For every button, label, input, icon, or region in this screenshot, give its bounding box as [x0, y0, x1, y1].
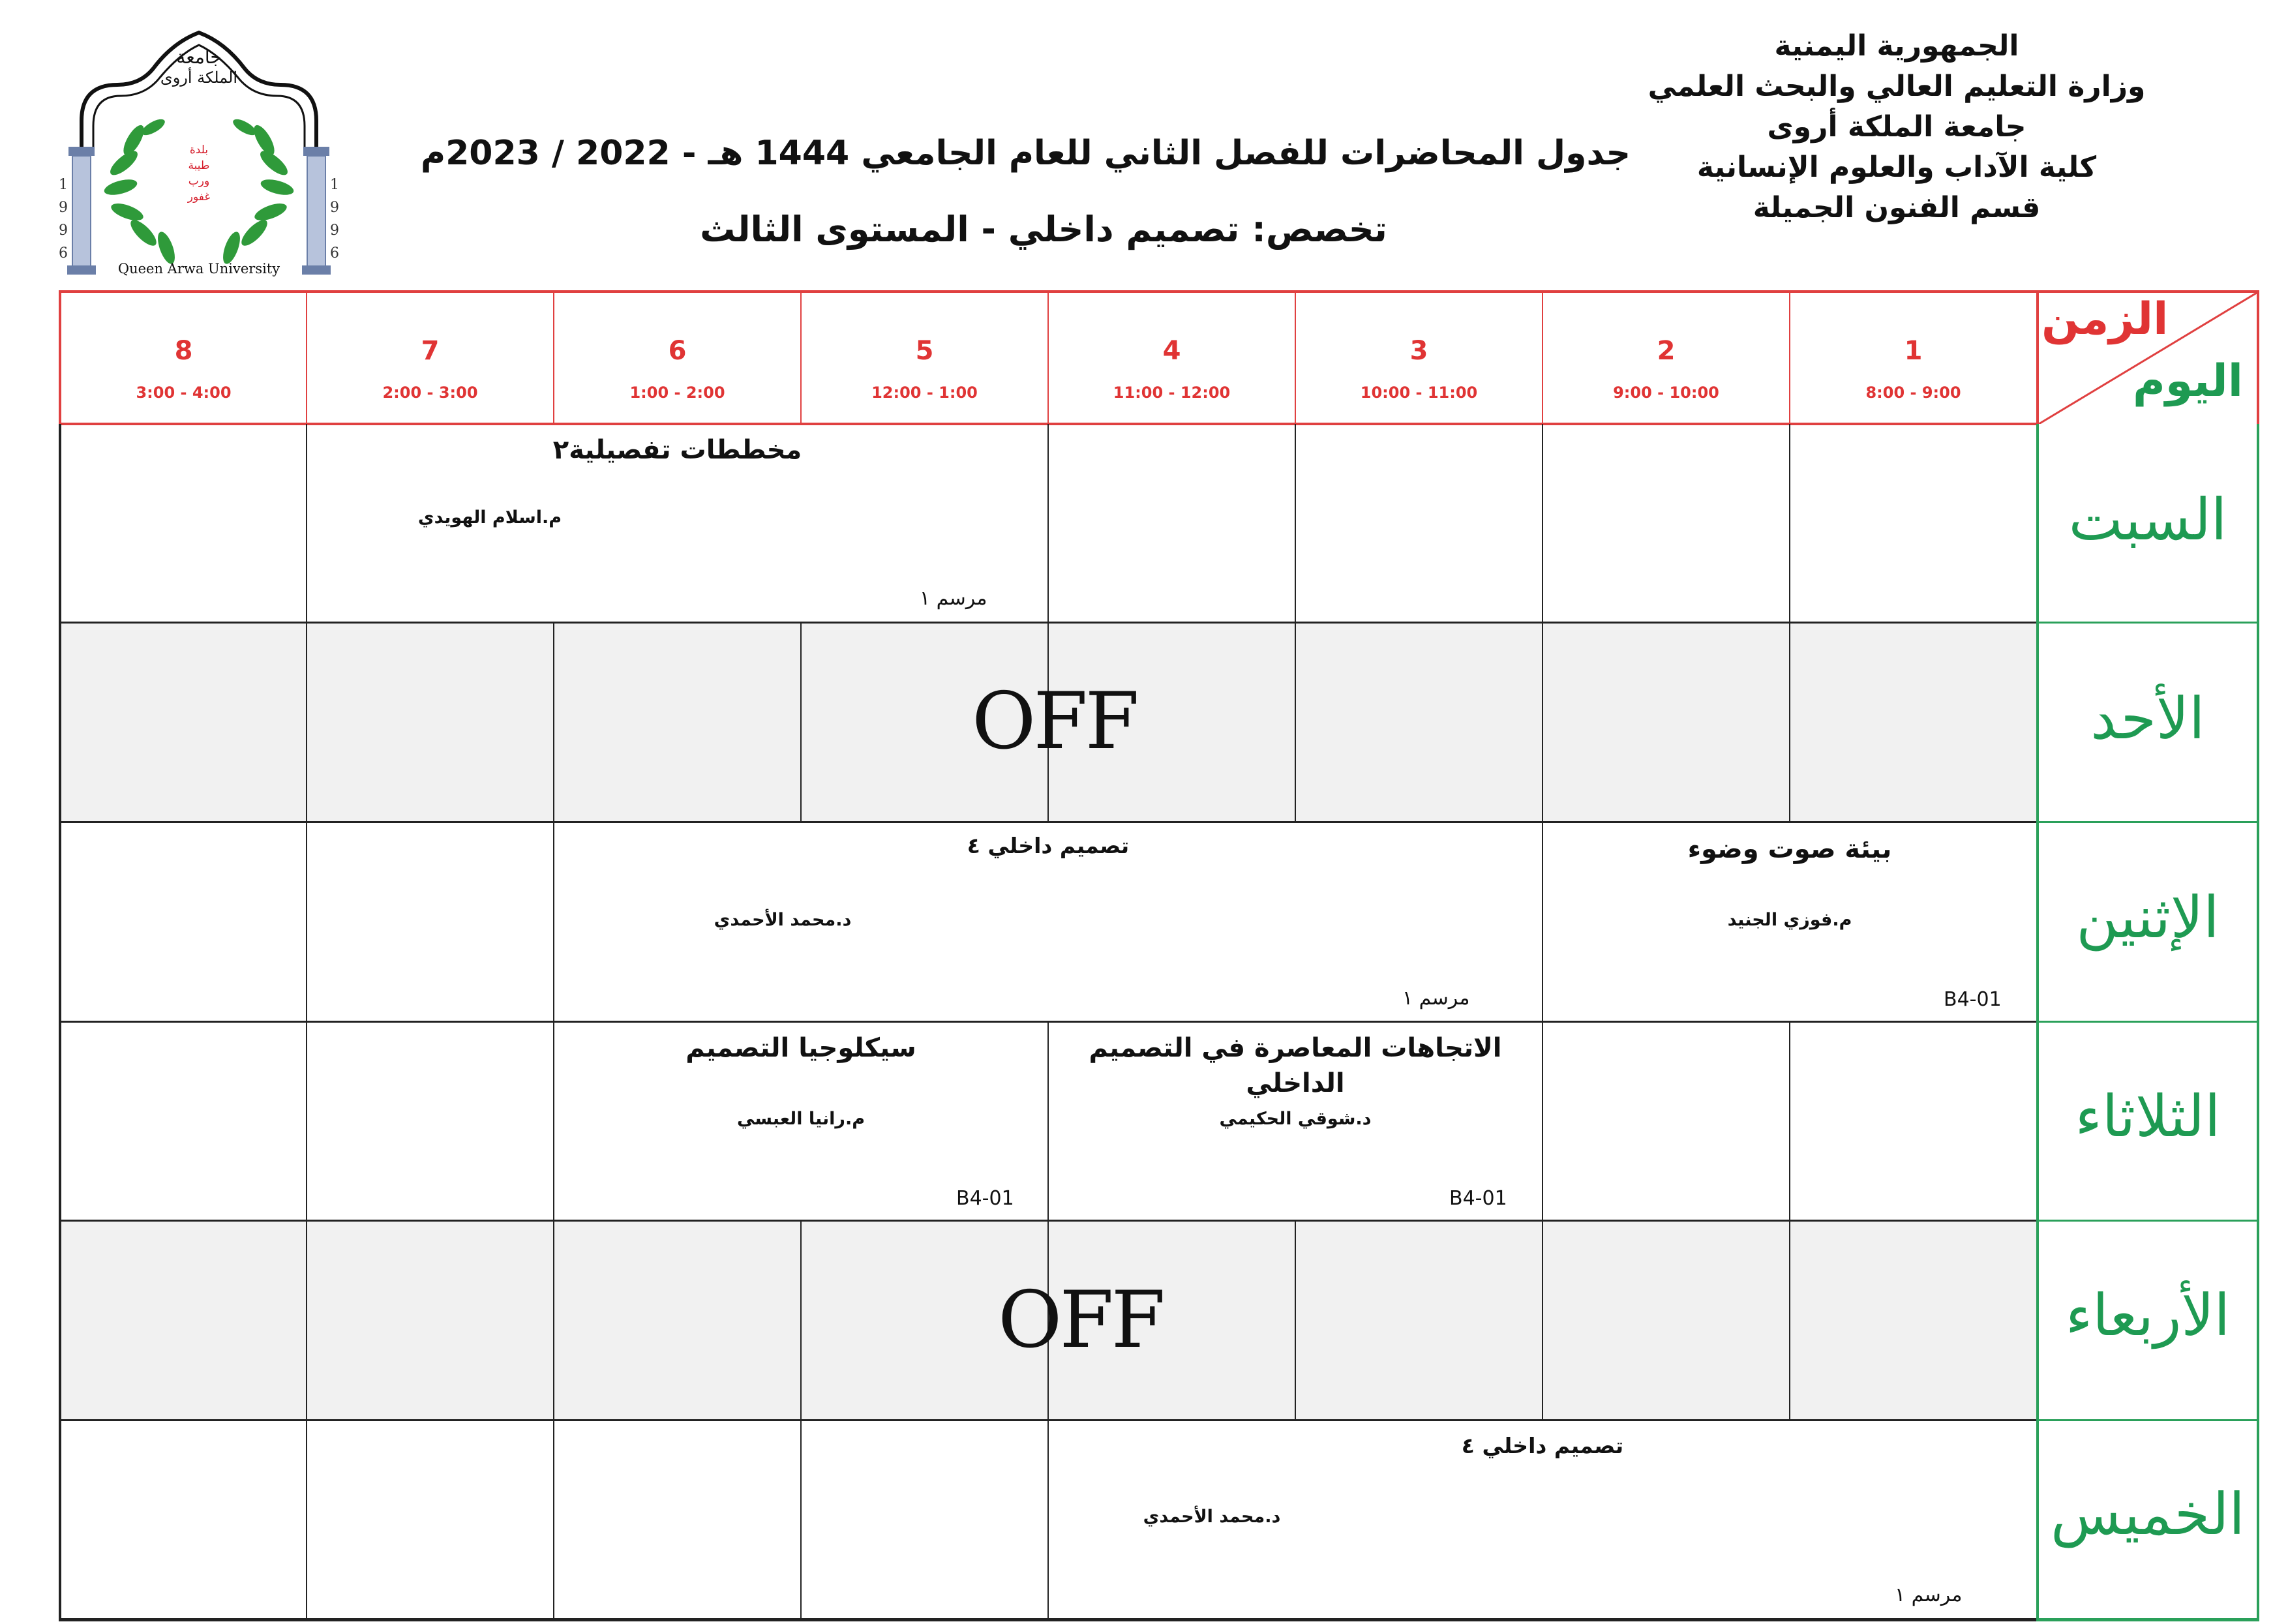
department-name: قسم الفنون الجميلة: [1753, 191, 2041, 224]
session-room: مرسم ١: [1402, 987, 1470, 1010]
period-range: 3:00 - 4:00: [136, 383, 232, 402]
session-teacher: د.محمد الأحمدي: [1143, 1507, 1281, 1527]
col-divider: [553, 1421, 554, 1619]
col-divider: [1789, 424, 1790, 623]
timetable: [59, 290, 2259, 1624]
header-right-border: [2257, 290, 2259, 424]
period-number: 6: [668, 336, 687, 366]
col-divider: [1295, 1221, 1296, 1420]
col-divider: [306, 822, 307, 1021]
col-divider: [1789, 1221, 1790, 1420]
period-range: 9:00 - 10:00: [1613, 383, 1719, 402]
faculty-name: كلية الآداب والعلوم الإنسانية: [1696, 151, 2097, 184]
period-number: 2: [1657, 336, 1676, 366]
day-column-right-border: [2257, 424, 2259, 1621]
day-divider: [2039, 1021, 2257, 1023]
day-column-left-border: [2036, 424, 2039, 1621]
col-divider: [553, 1221, 554, 1420]
session-room: B4-01: [1449, 1187, 1507, 1210]
period-number: 3: [1409, 336, 1428, 366]
logo-center-text-1: بلدة: [189, 143, 209, 157]
period-number: 5: [915, 336, 934, 366]
period-header-4: [1049, 290, 1295, 424]
period-header-5: [802, 290, 1047, 424]
page-title: جدول المحاضرات للفصل الثاني للعام الجامعي 1444 هـ - 2022 / 2023م: [420, 134, 1631, 173]
table-left-border: [59, 424, 61, 1621]
logo-bottom-text: Queen Arwa University: [117, 261, 280, 277]
col-divider: [1789, 623, 1790, 822]
university-logo: [55, 23, 342, 280]
day-divider: [2039, 821, 2257, 823]
col-divider: [306, 1022, 307, 1220]
period-header-2: [1543, 290, 1789, 424]
logo-year-right-1: 1: [330, 177, 339, 193]
period-range: 10:00 - 11:00: [1360, 383, 1478, 402]
session-room: B4-01: [1944, 988, 2002, 1011]
period-range: 1:00 - 2:00: [629, 383, 725, 402]
day-divider: [2039, 1220, 2257, 1222]
col-divider: [800, 1221, 802, 1420]
logo-center-text-4: غفور: [187, 190, 211, 203]
period-header-3: [1296, 290, 1542, 424]
day-thursday: الخميس: [2051, 1481, 2245, 1548]
period-header-7: [307, 290, 553, 424]
logo-center-text-3: ورب: [188, 175, 210, 188]
logo-center-text-2: طيبة: [188, 159, 210, 172]
period-number: 7: [421, 336, 440, 366]
col-divider: [1542, 623, 1543, 822]
col-divider: [1295, 424, 1296, 623]
col-divider: [553, 623, 554, 822]
col-divider: [1047, 424, 1049, 623]
session-teacher: م.رانيا العبسي: [737, 1109, 865, 1129]
period-range: 11:00 - 12:00: [1113, 383, 1231, 402]
logo-year-right-3: 9: [330, 222, 339, 239]
session-teacher: م.فوزي الجنيد: [1727, 910, 1852, 930]
university-name: جامعة الملكة أروى: [1767, 110, 2026, 143]
session-course: الاتجاهات المعاصرة في التصميم الداخلي: [1089, 1033, 1502, 1098]
session-room: مرسم ١: [920, 587, 987, 610]
logo-year-right-2: 9: [330, 200, 339, 216]
session-room: مرسم ١: [1895, 1584, 1963, 1606]
col-divider: [1542, 1022, 1543, 1220]
col-divider: [800, 1421, 802, 1619]
col-divider: [1542, 424, 1543, 623]
logo-emblem-icon: [55, 23, 342, 280]
col-divider: [1789, 1022, 1790, 1220]
session-teacher: د.محمد الأحمدي: [714, 910, 852, 930]
logo-year-left-4: 6: [59, 245, 68, 262]
off-label-sunday: OFF: [972, 676, 1137, 767]
corner-day-label: اليوم: [2133, 355, 2244, 407]
institution-block: [1577, 26, 2216, 228]
session-course: سيكلوجيا التصميم: [685, 1033, 916, 1063]
day-column-bottom-border: [2036, 1618, 2259, 1621]
session-course: بيئة صوت وضوء: [1687, 834, 1892, 864]
off-label-wednesday: OFF: [998, 1275, 1163, 1366]
logo-year-left-2: 9: [59, 200, 68, 216]
session-course: تصميم داخلي ٤: [1461, 1433, 1624, 1458]
day-wednesday: الأربعاء: [2065, 1282, 2231, 1349]
day-divider: [2039, 622, 2257, 624]
period-number: 8: [174, 336, 193, 366]
period-header-8: [61, 290, 306, 424]
period-range: 2:00 - 3:00: [382, 383, 478, 402]
country-name: الجمهورية اليمنية: [1774, 29, 2019, 63]
day-monday: الإثنين: [2076, 884, 2220, 951]
period-range: 12:00 - 1:00: [871, 383, 978, 402]
session-course: تصميم داخلي ٤: [967, 833, 1130, 858]
logo-year-left-3: 9: [59, 222, 68, 239]
logo-top-text-1: جامعة: [176, 46, 222, 68]
period-range: 8:00 - 9:00: [1865, 383, 1961, 402]
day-tuesday: الثلاثاء: [2075, 1083, 2221, 1150]
session-room: B4-01: [956, 1187, 1014, 1210]
session-teacher: م.اسلام الهويدي: [417, 507, 562, 528]
page-subtitle: تخصص: تصميم داخلي - المستوى الثالث: [700, 209, 1387, 250]
col-divider: [306, 1421, 307, 1619]
day-sunday: الأحد: [2090, 685, 2205, 752]
col-divider: [306, 623, 307, 822]
period-header-1: [1790, 290, 2036, 424]
session-course: مخططات تفصيلية٢: [552, 435, 802, 465]
logo-year-left-1: 1: [59, 177, 68, 193]
period-header-6: [554, 290, 800, 424]
col-divider: [306, 1221, 307, 1420]
col-divider: [1542, 1221, 1543, 1420]
session-teacher: د.شوقي الحكيمي: [1219, 1109, 1372, 1129]
logo-year-right-4: 6: [330, 245, 339, 262]
col-divider: [1295, 623, 1296, 822]
period-number: 1: [1904, 336, 1923, 366]
period-number: 4: [1162, 336, 1181, 366]
corner-time-label: الزمن: [2041, 293, 2169, 345]
col-divider: [800, 623, 802, 822]
ministry-name: وزارة التعليم العالي والبحث العلمي: [1648, 70, 2146, 103]
logo-top-text-2: الملكة أروى: [160, 68, 238, 87]
day-divider: [2039, 1419, 2257, 1421]
day-saturday: السبت: [2068, 486, 2227, 553]
